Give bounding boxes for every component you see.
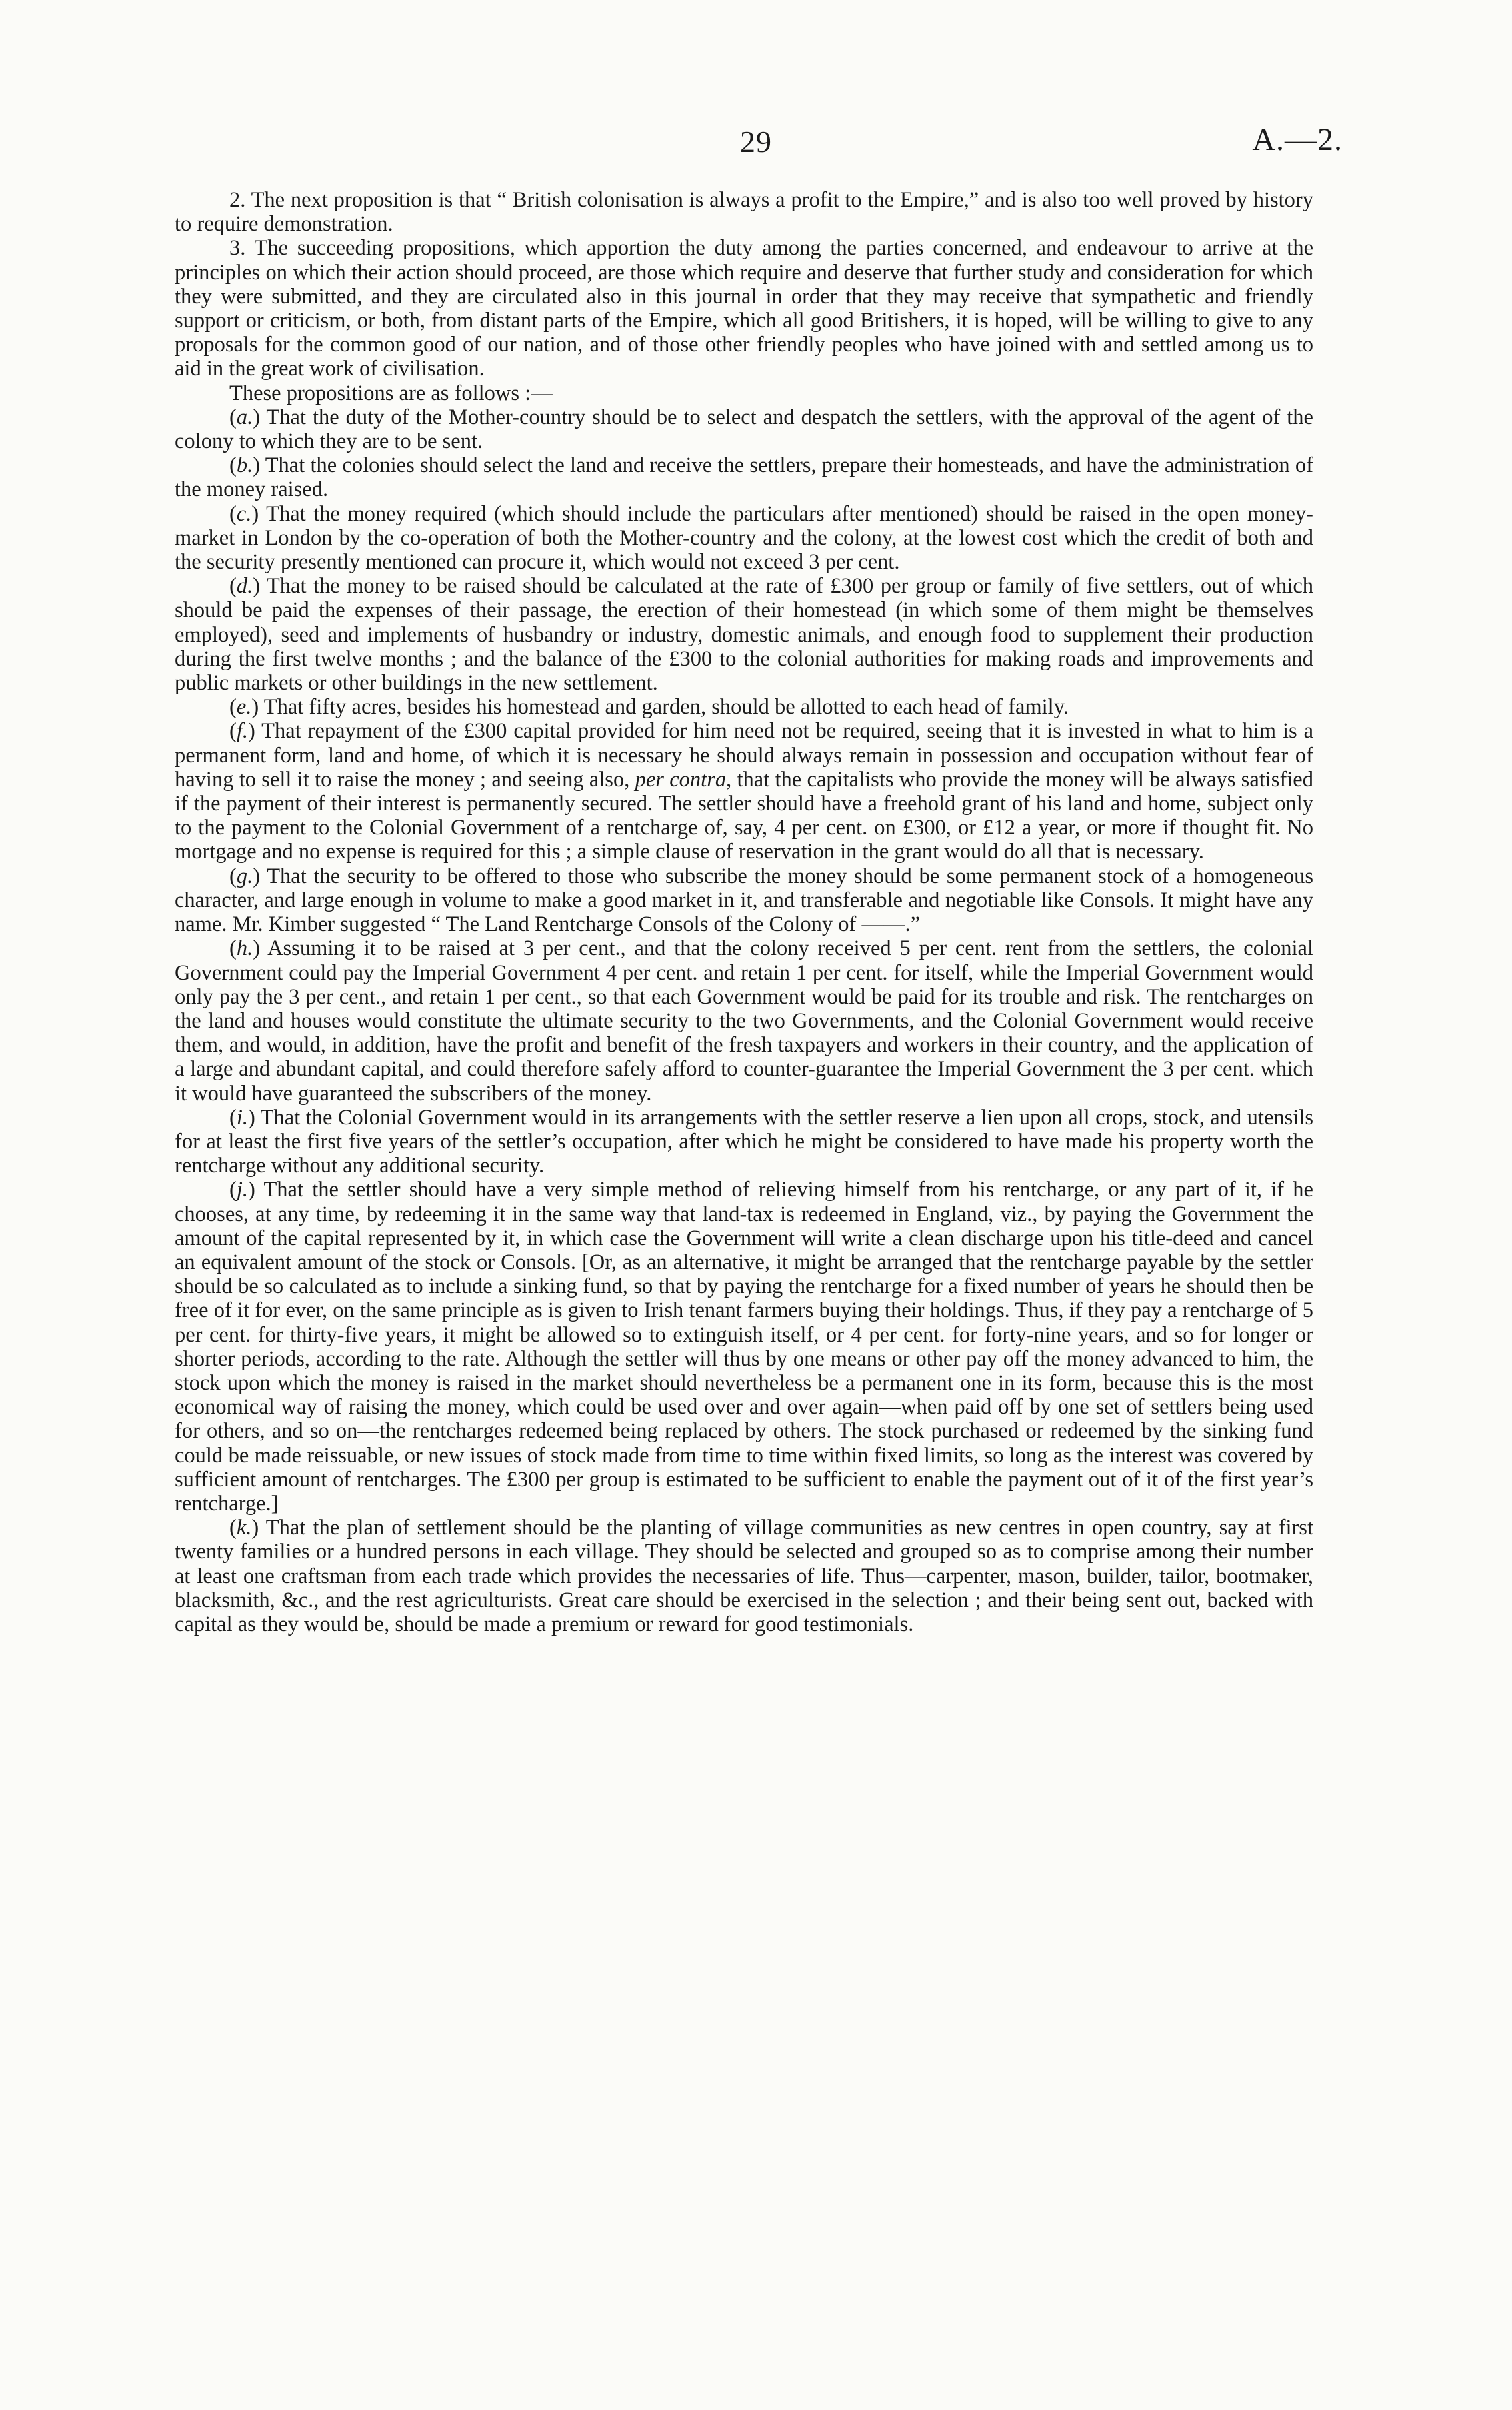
item-letter: b. <box>236 453 253 478</box>
proposition-c: (c.) That the money required (which should include the particulars after mentioned) should be raised in the open money-market in London by the co-operation of both the Mother-country and the colony, at the lowest cost which the credit of both and the security presently mentioned can procure it, which would not exceed 3 per cent. <box>175 501 1313 575</box>
item-letter: e. <box>236 695 252 720</box>
item-letter: k. <box>236 1516 252 1540</box>
item-letter: c. <box>236 501 252 526</box>
proposition-k: (k.) That the plan of settlement should be the planting of village communities as new centres in open country, say at first twenty families or a hundred persons in each village. They should be selected and grouped so as to comprise among their number at least one craftsman from each trade which provides the necessaries of life. Thus—carpenter, mason, builder, tailor, bootmaker, blacksmith, &c., and the rest agriculturists. Great care should be exercised in the selection ; and their being sent out, backed with capital as they would be, should be made a premium or reward for good testimonials. <box>175 1516 1313 1636</box>
proposition-a: (a.) That the duty of the Mother-country should be to select and despatch the settlers, with the approval of the agent of the colony to which they are to be sent. <box>175 405 1313 454</box>
document-reference: A.—2. <box>1252 122 1343 157</box>
proposition-h: (h.) Assuming it to be raised at 3 per cent., and that the colony received 5 per cent. rent from the settlers, the colonial Government could pay the Imperial Government 4 per cent. and retain 1 per cent. for itself, while the Imperial Government would only pay the 3 per cent., and retain 1 per cent., so that each Government would be paid for its trouble and risk. The rentcharges on the land and houses would constitute the ultimate security to the two Governments, and the Colonial Government would receive them, and would, in addition, have the profit and benefit of the fresh taxpayers and workers in their country, and the application of a large and abundant capital, and could therefore safely afford to counter-guarantee the Imperial Government the 3 per cent. which it would have guaranteed the subscribers of the money. <box>175 936 1313 1106</box>
item-text: That the money required (which should include the particulars after mentioned) should be raised in the open money-market in London by the co-operation of both the Mother-country and the colony, at the lowest cost which the credit of both and the security presently mentioned can procure it, which would not exceed 3 per cent. <box>175 501 1313 575</box>
proposition-j: (j.) That the settler should have a very simple method of relieving himself from his rentcharge, or any part of it, if he chooses, at any time, by redeeming it in the same way that land-tax is redeemed in England, viz., by paying the Government the amount of the capital represented by it, in which case the Government will write a clean discharge upon his title-deed and cancel an equivalent amount of the stock or Consols. [Or, as an alternative, it might be arranged that the rentcharge payable by the settler should be so calculated as to include a sinking fund, so that by paying the rentcharge for a fixed number of years he should then be free of it for ever, on the same principle as is given to Irish tenant farmers buying their holdings. Thus, if they pay a rentcharge of 5 per cent. for thirty-five years, it might be allowed so to extinguish itself, or 4 per cent. for forty-nine years, and so for longer or shorter periods, according to the rate. Although the settler will thus by one means or other pay off the money advanced to him, the stock upon which the money is raised in the market should nevertheless be a permanent one in its form, because this is the most economical way of raising the money, which could be used over and over again—when paid off by one set of settlers being used for others, and so on—the rentcharges redeemed being replaced by others. The stock purchased or redeemed by the sinking fund could be made reissuable, or new issues of stock made from time to time within fixed limits, so long as the interest was covered by sufficient amount of rentcharges. The £300 per group is estimated to be sufficient to enable the payment out of it of the first year’s rentcharge.] <box>175 1178 1313 1516</box>
proposition-i: (i.) That the Colonial Government would in its arrangements with the settler reserve a lien upon all crops, stock, and utensils for at least the first five years of the settler’s occupation, after which he might be considered to have made his property worth the rentcharge without any additional security. <box>175 1105 1313 1178</box>
item-letter: g. <box>236 864 253 888</box>
item-text: That the colonies should select the land and receive the settlers, prepare their homesteads, and have the administration of the money raised. <box>175 453 1313 502</box>
item-letter: j. <box>236 1178 248 1202</box>
proposition-f: (f.) That repayment of the £300 capital provided for him need not be required, seeing that it is invested in what to him is a permanent form, land and home, of which it is necessary he should always remain in possession and occupation without fear of having to sell it to raise the money ; and seeing also, per contra, that the capitalists who provide the money will be always satisfied if the payment of their interest is permanently secured. The settler should have a freehold grant of his land and home, subject only to the payment to the Colonial Government of a rentcharge of, say, 4 per cent. on £300, or £12 a year, or more if thought fit. No mortgage and no expense is required for this ; a simple clause of reservation in the grant would do all that is necessary. <box>175 719 1313 864</box>
item-text: Assuming it to be raised at 3 per cent., and that the colony received 5 per cent. rent from the settlers, the colonial Government could pay the Imperial Government 4 per cent. and retain 1 per cent. for itself, while the Imperial Government would only pay the 3 per cent., and retain 1 per cent., so that each Government would be paid for its trouble and risk. The rentcharges on the land and houses would constitute the ultimate security to the two Governments, and the Colonial Government would receive them, and would, in addition, have the profit and benefit of the fresh taxpayers and workers in their country, and the application of a large and abundant capital, and could therefore safely afford to counter-guarantee the Imperial Government the 3 per cent. which it would have guaranteed the subscribers of the money. <box>175 936 1313 1106</box>
item-letter: f. <box>236 719 248 744</box>
proposition-b: (b.) That the colonies should select the land and receive the settlers, prepare their homesteads, and have the administration of the money raised. <box>175 453 1313 502</box>
proposition-d: (d.) That the money to be raised should be calculated at the rate of £300 per group or family of five settlers, out of which should be paid the expenses of their passage, the erection of their homestead (in which some of them might be themselves employed), seed and implements of husbandry or industry, domestic animals, and enough food to supplement their production during the first twelve months ; and the balance of the £300 to the colonial authorities for making roads and improvements and public markets or other buildings in the new settlement. <box>175 574 1313 696</box>
item-text: That the security to be offered to those who subscribe the money should be some permanent stock of a homogeneous character, and large enough in volume to make a good market in it, and transferable and negotiable like Consols. It might have any name. Mr. Kimber suggested “ The Land Rentcharge Consols of the Colony of ——.” <box>175 864 1313 937</box>
propositions-intro: These propositions are as follows :— <box>229 381 553 405</box>
item-letter: a. <box>236 405 253 429</box>
body-text <box>175 188 1313 1636</box>
page-number: 29 <box>740 125 772 159</box>
item-text: That the Colonial Government would in its arrangements with the settler reserve a lien upon all crops, stock, and utensils for at least the first five years of the settler’s occupation, after which he might be considered to have made his property worth the rentcharge without any additional security. <box>175 1105 1313 1178</box>
item-letter: d. <box>236 574 253 599</box>
item-text: That the settler should have a very simple method of relieving himself from his rentcharge, or any part of it, if he chooses, at any time, by redeeming it in the same way that land-tax is redeemed in England, viz., by paying the Government the amount of the capital represented by it, in which case the Government will write a clean discharge upon his title-deed and cancel an equivalent amount of the stock or Consols. [Or, as an alternative, it might be arranged that the rentcharge payable by the settler should be so calculated as to include a sinking fund, so that by paying the rentcharge for a fixed number of years he should then be free of it for ever, on the same principle as is given to Irish tenant farmers buying their holdings. Thus, if they pay a rentcharge of 5 per cent. for thirty-five years, it might be allowed so to extinguish itself, or 4 per cent. for forty-nine years, and so for longer or shorter periods, according to the rate. Although the settler will thus by one means or other pay off the money advanced to him, the stock upon which the money is raised in the market should nevertheless be a permanent one in its form, because this is the most economical way of raising the money, which could be used over and over again—when paid off by one set of settlers being used for others, and so on—the rentcharges redeemed being replaced by others. The stock purchased or redeemed by the sinking fund could be made reissuable, or new issues of stock made from time to time within fixed limits, so long as the interest was covered by sufficient amount of rentcharges. The £300 per group is estimated to be sufficient to enable the payment out of it of the first year’s rentcharge.] <box>175 1178 1313 1516</box>
item-text: That the money to be raised should be calculated at the rate of £300 per group or family of five settlers, out of which should be paid the expenses of their passage, the erection of their homestead (in which some of them might be themselves employed), seed and implements of husbandry or industry, domestic animals, and enough food to supplement their production during the first twelve months ; and the balance of the £300 to the colonial authorities for making roads and improvements and public markets or other buildings in the new settlement. <box>175 574 1313 696</box>
item-emphasis: per contra <box>635 767 727 792</box>
item-text: That repayment of the £300 capital provided for him need not be required, seeing that it is invested in what to him is a permanent form, land and home, of which it is necessary he should always remain in possession and occupation without fear of having to sell it to raise the money ; and seeing also, <box>175 719 1313 792</box>
proposition-g: (g.) That the security to be offered to those who subscribe the money should be some permanent stock of a homogeneous character, and large enough in volume to make a good market in it, and transferable and negotiable like Consols. It might have any name. Mr. Kimber suggested “ The Land Rentcharge Consols of the Colony of ——.” <box>175 864 1313 937</box>
item-text: That fifty acres, besides his homestead and garden, should be allotted to each head of family. <box>263 695 1069 720</box>
paragraph-3: 3. The succeeding propositions, which apportion the duty among the parties concerned, and endeavour to arrive at the principles on which their action should proceed, are those which require and deserve that further study and consideration for which they were submitted, and they are circulated also in this journal in order that they may receive that sympathetic and friendly support or criticism, or both, from distant parts of the Empire, which all good Britishers, it is hoped, will be willing to give to any proposals for the common good of our nation, and of those other friendly peoples who have joined with and settled among us to aid in the great work of civilisation. <box>175 236 1313 381</box>
paragraph-2: 2. The next proposition is that “ British colonisation is always a profit to the Empire,” and is also too well proved by history to require demonstration. <box>175 188 1313 237</box>
item-letter: h. <box>236 936 253 961</box>
item-text: , that the capitalists who provide the money will be always satisfied if the payment of their interest is permanently secured. The settler should have a freehold grant of his land and home, subject only to the payment to the Colonial Government of a rentcharge of, say, 4 per cent. on £300, or £12 a year, or more if thought fit. No mortgage and no expense is required for this ; a simple clause of reservation in the grant would do all that is necessary. <box>175 767 1313 864</box>
proposition-e: (e.) That fifty acres, besides his homestead and garden, should be allotted to each head of family. <box>229 695 1069 720</box>
item-letter: i. <box>236 1105 248 1130</box>
item-text: That the duty of the Mother-country should be to select and despatch the settlers, with the approval of the agent of the colony to which they are to be sent. <box>175 405 1313 454</box>
item-text: That the plan of settlement should be the planting of village communities as new centres in open country, say at first twenty families or a hundred persons in each village. They should be selected and grouped so as to comprise among their number at least one craftsman from each trade which provides the necessaries of life. Thus—carpenter, mason, builder, tailor, bootmaker, blacksmith, &c., and the rest agriculturists. Great care should be exercised in the selection ; and their being sent out, backed with capital as they would be, should be made a premium or reward for good testimonials. <box>175 1516 1313 1636</box>
